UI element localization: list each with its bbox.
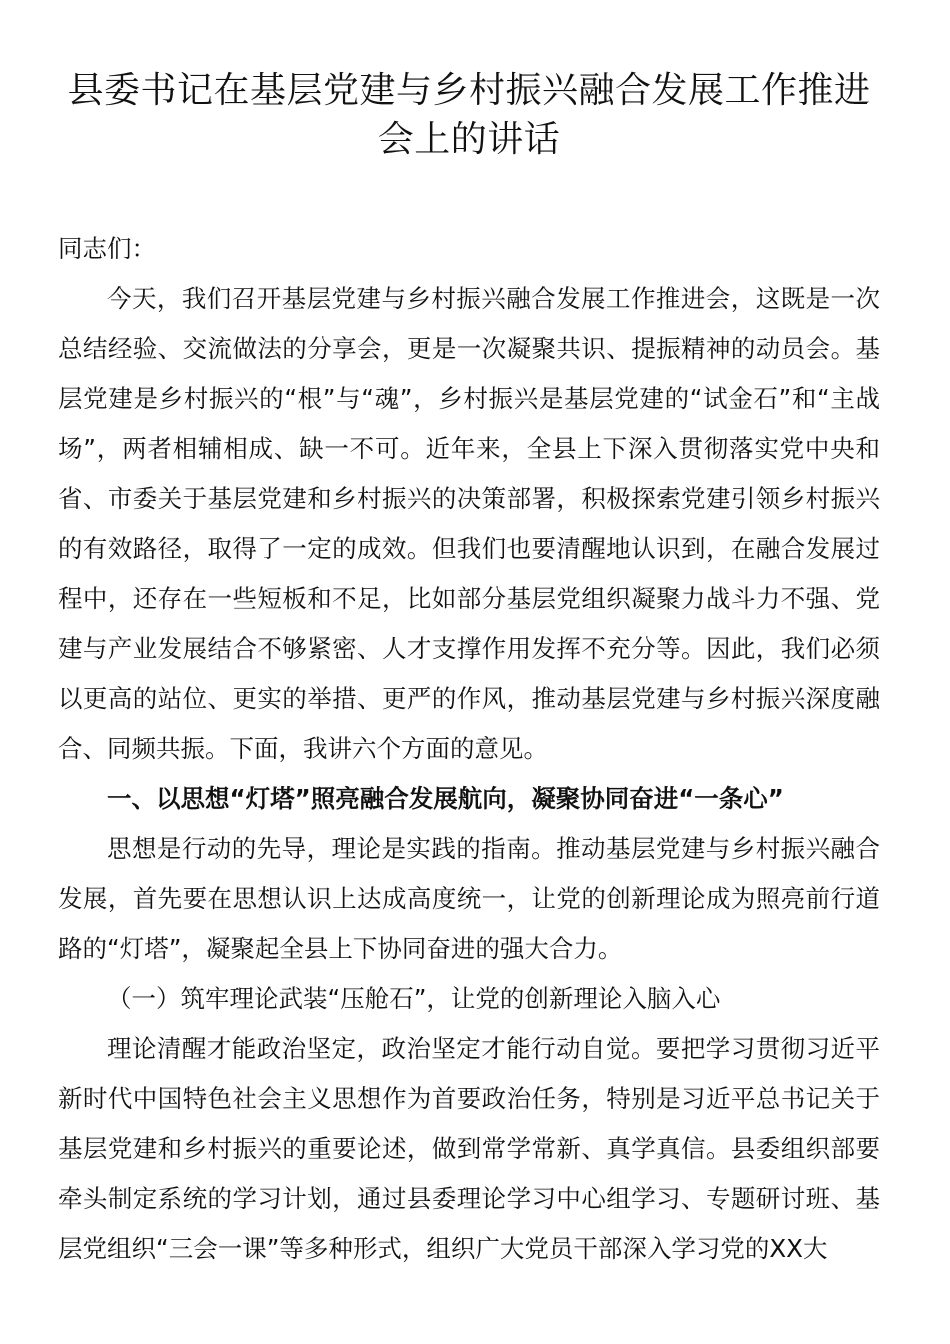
section-1-paragraph: 思想是行动的先导，理论是实践的指南。推动基层党建与乡村振兴融合发展，首先要在思想认识上达成高度统一，让党的创新理论成为照亮前行道路的“灯塔”，凝聚起全县上下协同奋进的强大合力。 [58,834,880,963]
salutation: 同志们： [58,234,156,263]
intro-paragraph: 今天，我们召开基层党建与乡村振兴融合发展工作推进会，这既是一次总结经验、交流做法的分享会，更是一次凝聚共识、提振精神的动员会。基层党建是乡村振兴的“根”与“魂”，乡村振兴是基层党建的“试金石”和“主战场”，两者相辅相成、缺一不可。近年来，全县上下深入贯彻落实党中央和省、市委关于基层党建和乡村振兴的决策部署，积极探索党建引领乡村振兴的有效路径，取得了一定的成效。但我们也要清醒地认识到，在融合发展过程中，还存在一些短板和不足，比如部分基层党组织凝聚力战斗力不强、党建与产业发展结合不够紧密、人才支撑作用发挥不充分等。因此，我们必须以更高的站位、更实的举措、更严的作风，推动基层党建与乡村振兴深度融合、同频共振。下面，我讲六个方面的意见。 [58,284,880,763]
section-1-heading: 一、以思想“灯塔”照亮融合发展航向，凝聚协同奋进“一条心” [107,784,784,813]
subsection-1-paragraph: 理论清醒才能政治坚定，政治坚定才能行动自觉。要把学习贯彻习近平新时代中国特色社会主义思想作为首要政治任务，特别是习近平总书记关于基层党建和乡村振兴的重要论述，做到常学常新、真学真信。县委组织部要牵头制定系统的学习计划，通过县委理论学习中心组学习、专题研讨班、基层党组织“三会一课”等多种形式，组织广大党员干部深入学习党的XX大 [58,1034,880,1263]
subsection-1-heading: （一）筑牢理论武装“压舱石”，让党的创新理论入脑入心 [107,984,721,1013]
document-title: 县委书记在基层党建与乡村振兴融合发展工作推进会上的讲话 [67,70,871,160]
document-page [58,66,880,1274]
